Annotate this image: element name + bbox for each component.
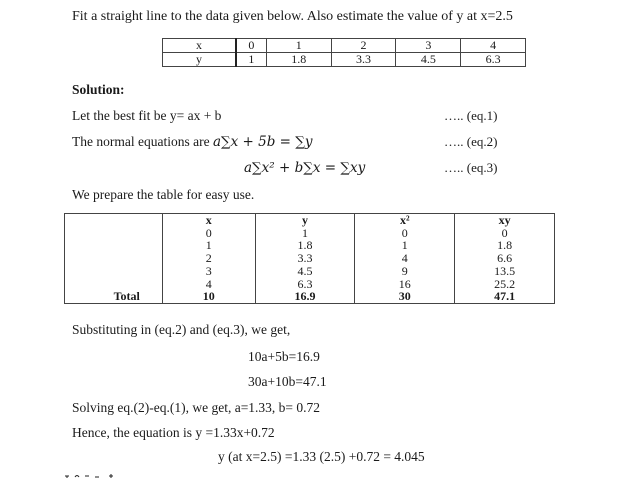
table-cell: 1	[266, 39, 331, 53]
table-cell: 3.3	[331, 53, 396, 67]
table-header-row	[65, 214, 555, 227]
table-cell: 1.8	[455, 239, 555, 252]
equation-2: a∑x + 5b = ∑y	[212, 134, 313, 150]
table-cell: 0	[236, 39, 266, 53]
column-header: x	[162, 214, 255, 227]
column-header	[65, 214, 163, 227]
table-total-row	[65, 290, 555, 303]
substituted-equation-2: 30a+10b=47.1	[248, 374, 327, 389]
table-cell: 4	[461, 39, 526, 53]
column-header: x²	[355, 214, 455, 227]
final-equation: Hence, the equation is y =1.33x+0.72	[72, 425, 275, 440]
table-cell: 25.2	[455, 278, 555, 291]
substituting-text: Substituting in (eq.2) and (eq.3), we get,	[72, 322, 291, 337]
prepare-table-text: We prepare the table for easy use.	[72, 187, 255, 202]
table-row-label: y	[163, 53, 237, 67]
calc-table	[64, 213, 555, 304]
cut-off-text-fragment	[65, 470, 125, 478]
table-cell: 3.3	[255, 252, 355, 265]
problem-statement: Fit a straight line to the data given below. Also estimate the value of y at x=2.5	[72, 9, 513, 24]
table-cell: 2	[162, 252, 255, 265]
table-cell: 3	[396, 39, 461, 53]
table-row	[65, 252, 555, 265]
table-cell: 0	[455, 227, 555, 240]
table-cell: 6.6	[455, 252, 555, 265]
total-cell: 16.9	[255, 290, 355, 303]
column-header: y	[255, 214, 355, 227]
solving-text: Solving eq.(2)-eq.(1), we get, a=1.33, b= 0.72	[72, 400, 321, 415]
table-cell: 1	[236, 53, 266, 67]
table-cell: 4	[162, 278, 255, 291]
table-cell: 16	[355, 278, 455, 291]
table-cell: 4.5	[396, 53, 461, 67]
table-cell: 13.5	[455, 265, 555, 278]
table-row	[65, 265, 555, 278]
table-cell: 6.3	[255, 278, 355, 291]
table-cell: 1	[162, 239, 255, 252]
data-table	[162, 38, 526, 67]
table-row-label: x	[163, 39, 237, 53]
total-cell: 10	[162, 290, 255, 303]
table-row	[163, 53, 526, 67]
table-cell: 3	[162, 265, 255, 278]
equation-3: a∑x² + b∑x = ∑xy	[244, 160, 366, 176]
normal-equations-intro: The normal equations are	[72, 134, 210, 149]
normal-equations-line	[72, 134, 313, 150]
estimate-text: y (at x=2.5) =1.33 (2.5) +0.72 = 4.045	[218, 449, 425, 464]
total-label: Total	[65, 290, 163, 303]
table-cell: 0	[355, 227, 455, 240]
solution-heading: Solution:	[72, 82, 125, 97]
total-cell: 30	[355, 290, 455, 303]
table-cell: 4.5	[255, 265, 355, 278]
table-cell: 4	[355, 252, 455, 265]
column-header: xy	[455, 214, 555, 227]
table-cell: 0	[162, 227, 255, 240]
total-cell: 47.1	[455, 290, 555, 303]
best-fit-line: Let the best fit be y= ax + b	[72, 108, 222, 123]
table-cell: 1	[255, 227, 355, 240]
table-cell: 1	[355, 239, 455, 252]
table-cell: 6.3	[461, 53, 526, 67]
eq2-tag: ….. (eq.2)	[444, 134, 498, 149]
table-cell: 9	[355, 265, 455, 278]
eq3-tag: ….. (eq.3)	[444, 160, 498, 175]
table-row	[163, 39, 526, 53]
substituted-equation-1: 10a+5b=16.9	[248, 349, 320, 364]
table-cell: 1.8	[266, 53, 331, 67]
table-cell: 1.8	[255, 239, 355, 252]
eq1-tag: ….. (eq.1)	[444, 108, 498, 123]
table-cell: 2	[331, 39, 396, 53]
